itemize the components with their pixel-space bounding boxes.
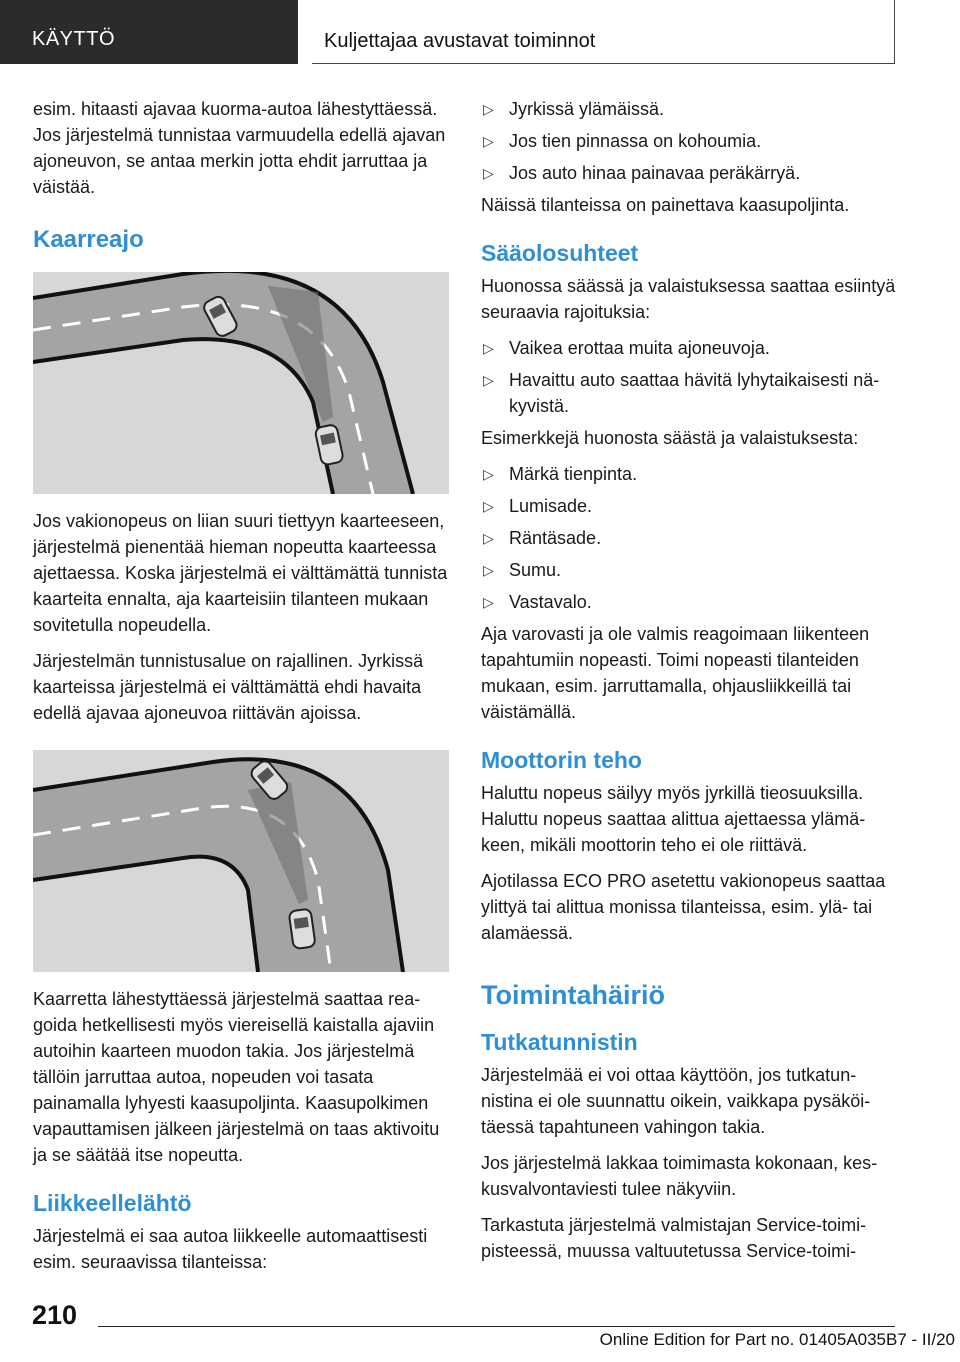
- liikkeellelahto-heading: Liikkeellelähtö: [33, 1190, 192, 1216]
- triangle-bullet-icon: ▷: [483, 133, 494, 149]
- moottorin-teho-paragraph-1: Haluttu nopeus säilyy myös jyrkillä tieosuuksilla. Haluttu nopeus saattaa alittua ajettaessa ylämäkeen, mikäli moottorin teho ei ole riittävä.: [481, 783, 866, 855]
- tutkatunnistin-paragraph-3: Tarkastuta järjestelmä valmistajan Service-toimipisteessä, muussa valtuutetussa Service-toimi-: [481, 1215, 867, 1261]
- left-column: [33, 96, 449, 1285]
- toimintahairio-heading: Toimintahäiriö: [481, 980, 666, 1010]
- list-item: ▷ Lumisade.: [481, 493, 896, 519]
- saaolosuhteet-heading: Sääolosuhteet: [481, 240, 639, 266]
- saaolosuhteet-paragraph-3: Aja varovasti ja ole valmis reagoimaan liikenteen tapahtumiin nopeasti. Toimi nopeasti tilanteiden mukaan, esim. jarruttamalla, ohjausliikkeillä tai väistämällä.: [481, 624, 870, 722]
- liikkeellelahto-paragraph: Järjestelmä ei saa autoa liikkeelle automaattisesti esim. seuraavissa tilanteissa:: [33, 1226, 428, 1272]
- triangle-bullet-icon: ▷: [483, 165, 494, 181]
- saaolosuhteet-paragraph-1: Huonossa säässä ja valaistuksessa saattaa esiintyä seuraavia rajoituksia:: [481, 276, 896, 322]
- kaarreajo-paragraph-3: Kaarretta lähestyttäessä järjestelmä saattaa reagoida hetkellisesti myös viereisellä kaistalla ajaviin autoihin kaarteen muodon takia. Jos järjestelmä tällöin jarruttaa autoa, nopeuden voi tasata painamalla lyhyesti kaasupoljinta. Kaasupolkimen vapauttamisen jälkeen järjestelmä on taas aktivoitu ja se säätää itse nopeutta.: [33, 989, 440, 1165]
- tutkatunnistin-heading: Tutkatunnistin: [481, 1029, 638, 1055]
- footer-divider: [98, 1326, 895, 1327]
- saaolosuhteet-paragraph-2: Esimerkkejä huonosta säästä ja valaistuksesta:: [481, 428, 859, 448]
- after-list-paragraph: Näissä tilanteissa on painettava kaasupoljinta.: [481, 195, 850, 215]
- list-item: ▷ Vaikea erottaa muita ajoneuvoja.: [481, 335, 896, 361]
- triangle-bullet-icon: ▷: [483, 466, 494, 482]
- list-item: ▷ Märkä tienpinta.: [481, 461, 896, 487]
- list-item: ▷ Sumu.: [481, 557, 896, 583]
- footer-edition: Online Edition for Part no. 01405A035B7 - II/20: [599, 1330, 955, 1349]
- kaarreajo-heading: Kaarreajo: [33, 226, 144, 253]
- page-number: 210: [32, 1300, 78, 1330]
- kaarreajo-paragraph-2: Järjestelmän tunnistusalue on rajallinen. Jyrkissä kaarteissa järjestelmä ei välttämättä ehdi havaita edellä ajavaa ajoneuvoa riittävän ajoissa.: [33, 651, 424, 723]
- header-section-label: KÄYTTÖ: [32, 28, 116, 50]
- limitations-list: [481, 335, 896, 419]
- header-chapter-box: [312, 0, 895, 64]
- list-item: ▷ Jos auto hinaa painavaa peräkärryä.: [481, 160, 896, 186]
- start-conditions-list: [481, 96, 896, 186]
- intro-paragraph: esim. hitaasti ajavaa kuorma-autoa lähestyttäessä. Jos järjestelmä tunnistaa varmuudella edellä ajavan ajoneuvon, se antaa merkin jotta ehdit jarruttaa ja väistää.: [33, 99, 446, 197]
- curve-diagram-2: [33, 750, 449, 972]
- list-item: ▷ Jyrkissä ylämäissä.: [481, 96, 896, 122]
- triangle-bullet-icon: ▷: [483, 101, 494, 117]
- tutkatunnistin-paragraph-1: Järjestelmää ei voi ottaa käyttöön, jos tutkatunnistina ei ole suunnattu oikein, vaikkapa pysäköitäessä tapahtuneen vahingon takia.: [481, 1065, 871, 1137]
- list-item: ▷ Räntäsade.: [481, 525, 896, 551]
- weather-examples-list: [481, 461, 896, 615]
- moottorin-teho-heading: Moottorin teho: [481, 747, 642, 773]
- right-column: [481, 96, 896, 1274]
- triangle-bullet-icon: ▷: [483, 498, 494, 514]
- header-section-tab: [0, 0, 298, 64]
- curve-diagram-1: [33, 272, 449, 494]
- list-item: ▷ Havaittu auto saattaa hävitä lyhytaikaisesti näkyvistä.: [481, 367, 896, 419]
- list-item: ▷ Jos tien pinnassa on kohoumia.: [481, 128, 896, 154]
- moottorin-teho-paragraph-2: Ajotilassa ECO PRO asetettu vakionopeus saattaa ylittyä tai alittua monissa tilanteissa, esim. ylä- tai alamäessä.: [481, 871, 886, 943]
- triangle-bullet-icon: ▷: [483, 594, 494, 610]
- header-chapter-label: Kuljettajaa avustavat toiminnot: [324, 30, 596, 52]
- triangle-bullet-icon: ▷: [483, 530, 494, 546]
- kaarreajo-paragraph-1: Jos vakionopeus on liian suuri tiettyyn kaarteeseen, järjestelmä pienentää hieman nopeutta kaarteessa ajettaessa. Koska järjestelmä ei välttämättä tunnista kaarteita ennalta, aja kaarteisiin tilanteen mukaan sovitetulla nopeudella.: [33, 511, 448, 635]
- list-item: ▷ Vastavalo.: [481, 589, 896, 615]
- tutkatunnistin-paragraph-2: Jos järjestelmä lakkaa toimimasta kokonaan, keskusvalvontaviesti tulee näkyviin.: [481, 1153, 878, 1199]
- triangle-bullet-icon: ▷: [483, 562, 494, 578]
- triangle-bullet-icon: ▷: [483, 340, 494, 356]
- triangle-bullet-icon: ▷: [483, 372, 494, 388]
